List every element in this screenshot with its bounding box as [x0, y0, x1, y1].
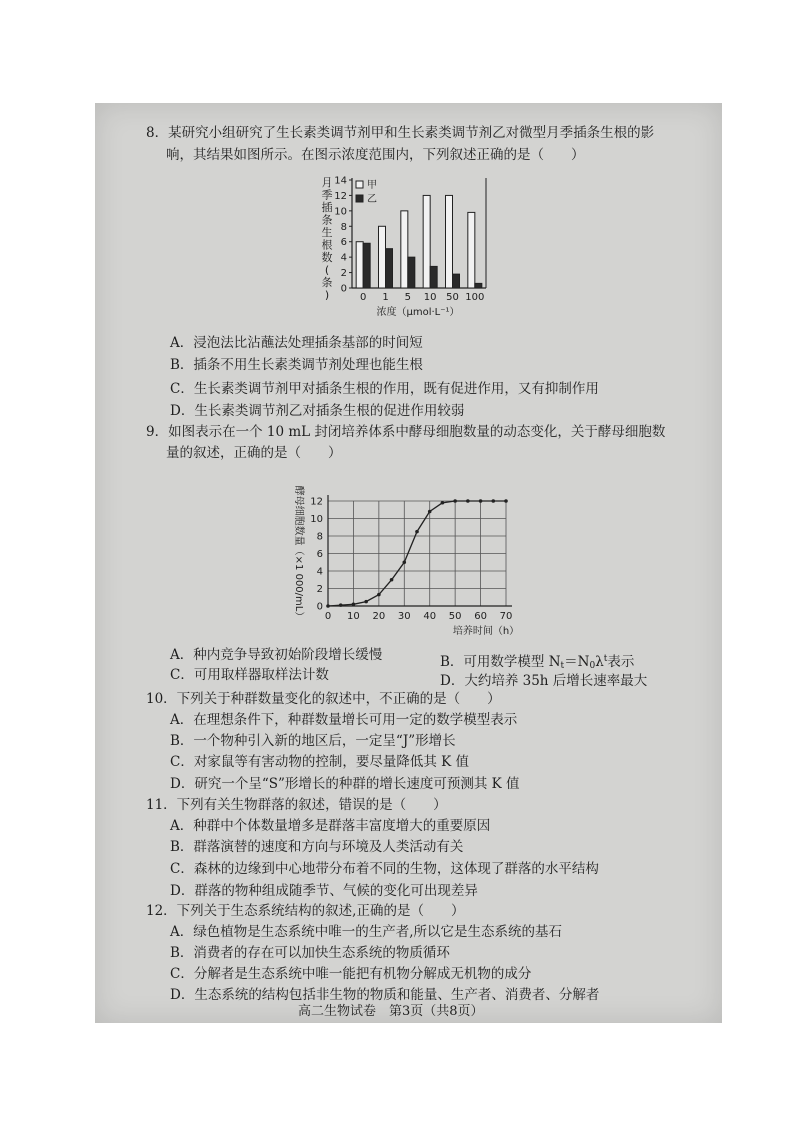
q10-option-b: B．一个物种引入新的地区后，一定呈“J”形增长	[170, 733, 456, 749]
q11-option-a: A．种群中个体数量增多是群落丰富度增大的重要原因	[170, 818, 491, 834]
bar-y-axis-label-char: 数	[321, 251, 333, 264]
q8-option-b: B．插条不用生长素类调节剂处理也能生根	[170, 357, 423, 373]
bar-y-axis-label-char: 根	[321, 238, 333, 252]
bar-x-tick-label: 1	[382, 292, 389, 303]
q9-option-b-text: B．可用数学模型 N	[440, 654, 561, 670]
q9-stem-line1: 9．如图表示在一个 10 mL 封闭培养体系中酵母细胞数量的动态变化，关于酵母细胞数	[146, 424, 666, 440]
bar-x-axis-label: 浓度（μmol·L⁻¹）	[376, 307, 460, 318]
q8-option-c: C．生长素类调节剂甲对插条生根的作用，既有促进作用，又有抑制作用	[170, 381, 599, 397]
bar-y-axis-label-char: (	[324, 263, 330, 277]
q12-stem: 12．下列关于生态系统结构的叙述,正确的是（ ）	[146, 903, 465, 919]
yeast-data-point	[339, 603, 343, 607]
bar-yi	[363, 243, 370, 288]
yeast-data-point	[326, 604, 330, 608]
bar-y-axis-label-char: 生	[321, 226, 333, 239]
legend-swatch	[356, 195, 363, 202]
bar-y-axis-label-char: )	[324, 288, 330, 302]
q12-option-d: D．生态系统的结构包括非生物的物质和能量、生产者、消费者、分解者	[170, 987, 600, 1003]
line-x-tick-label: 20	[372, 611, 386, 622]
yeast-data-point	[453, 499, 457, 503]
bar-y-tick-label: 14	[334, 175, 347, 187]
yeast-data-point	[491, 499, 495, 503]
yeast-data-point	[466, 499, 470, 503]
yeast-data-point	[352, 602, 356, 606]
q11-option-d: D．群落的物种组成随季节、气候的变化可出现差异	[170, 883, 478, 899]
yeast-data-point	[402, 560, 406, 564]
rooting-bar-chart	[318, 174, 508, 330]
bar-yi	[386, 249, 393, 288]
bar-jia	[423, 195, 430, 288]
line-y-tick-label: 6	[316, 549, 323, 560]
bar-jia	[446, 195, 453, 288]
bar-jia	[401, 211, 408, 288]
line-y-tick-label: 0	[316, 601, 323, 613]
yeast-data-point	[479, 499, 483, 503]
line-x-tick-label: 60	[474, 611, 487, 622]
line-x-tick-label: 10	[347, 611, 360, 622]
bar-y-axis-label-char: 条	[321, 276, 333, 289]
bar-x-tick-label: 5	[404, 292, 412, 303]
q9-option-a: A．种内竞争导致初始阶段增长缓慢	[170, 647, 383, 663]
bar-y-axis-label-char: 月	[321, 176, 333, 189]
bar-y-tick-label: 0	[340, 283, 347, 295]
line-y-tick-label: 8	[316, 531, 323, 543]
bar-y-tick-label: 4	[340, 252, 347, 264]
line-x-tick-label: 40	[423, 611, 437, 622]
q11-stem: 11．下列有关生物群落的叙述，错误的是（ ）	[146, 797, 447, 813]
q9-stem-line2: 量的叙述，正确的是（ ）	[166, 445, 342, 461]
bar-jia	[356, 242, 363, 288]
bar-yi	[430, 266, 437, 288]
line-y-tick-label: 4	[316, 566, 323, 578]
bar-yi	[475, 283, 482, 288]
page-footer: 高二生物试卷 第3页（共8页）	[298, 1004, 484, 1019]
bar-y-axis-label-char: 插	[321, 201, 333, 214]
q11-option-b: B．群落演替的速度和方向与环境及人类活动有关	[170, 839, 464, 855]
yeast-data-point	[364, 600, 368, 604]
yeast-data-point	[377, 593, 381, 597]
q9-option-b-suffix: 表示	[607, 654, 635, 670]
bar-y-axis-label-char: 条	[321, 213, 333, 227]
bar-y-axis-label-char: 季	[321, 188, 333, 202]
q8-stem-line2: 响，其结果如图所示。在图示浓度范围内，下列叙述正确的是（ ）	[166, 147, 585, 163]
q8-option-a: A．浸泡法比沾蘸法处理插条基部的时间短	[170, 335, 423, 351]
bar-jia	[468, 212, 475, 288]
q11-option-c: C．森林的边缘到中心地带分布着不同的生物，这体现了群落的水平结构	[170, 861, 599, 877]
line-y-tick-label: 10	[310, 514, 323, 525]
line-y-axis-label: 酵母细胞数量（×1 000/mL）	[293, 485, 304, 622]
bar-y-tick-label: 12	[334, 190, 347, 202]
yeast-data-point	[390, 578, 394, 582]
q9-option-b-sub-0: 0	[589, 661, 596, 671]
bar-jia	[379, 226, 386, 288]
line-x-tick-label: 70	[499, 611, 513, 622]
q10-option-c: C．对家鼠等有害动物的控制，要尽量降低其 K 值	[170, 754, 469, 770]
legend-label: 乙	[367, 194, 377, 205]
line-x-tick-label: 50	[448, 611, 462, 622]
q9-option-b-eq: ＝N	[564, 654, 590, 670]
q12-option-b: B．消费者的存在可以加快生态系统的物质循环	[170, 945, 450, 961]
line-x-tick-label: 30	[397, 611, 411, 622]
q9-option-d: D．大约培养 35h 后增长速率最大	[440, 673, 648, 689]
q9-option-c: C．可用取样器取样法计数	[170, 667, 329, 683]
yeast-data-point	[504, 499, 508, 503]
bar-x-tick-label: 0	[359, 292, 367, 303]
bar-y-tick-label: 8	[340, 221, 347, 233]
yeast-data-point	[441, 501, 445, 505]
yeast-data-point	[415, 530, 419, 534]
line-y-tick-label: 2	[316, 584, 323, 595]
q10-option-d: D．研究一个呈“S”形增长的种群的增长速度可预测其 K 值	[170, 776, 520, 792]
yeast-growth-line-chart	[282, 476, 522, 642]
bar-yi	[408, 257, 415, 288]
line-y-tick-label: 12	[310, 496, 323, 508]
bar-x-tick-label: 100	[465, 292, 485, 303]
line-x-tick-label: 0	[324, 611, 332, 622]
q8-stem-line1: 8．某研究小组研究了生长素类调节剂甲和生长素类调节剂乙对微型月季插条生根的影	[146, 125, 655, 141]
q9-option-b-lambda: λ	[595, 654, 604, 670]
q10-option-a: A．在理想条件下，种群数量增长可用一定的数学模型表示	[170, 712, 518, 728]
line-x-axis-label: 培养时间（h）	[452, 626, 520, 637]
q10-stem: 10．下列关于种群数量变化的叙述中，不正确的是（ ）	[146, 691, 501, 707]
bar-x-tick-label: 50	[446, 292, 459, 303]
bar-yi	[453, 274, 460, 288]
yeast-data-point	[428, 510, 432, 514]
bar-x-tick-label: 10	[423, 292, 437, 303]
bar-y-tick-label: 10	[334, 206, 347, 218]
bar-y-tick-label: 6	[340, 237, 347, 249]
q12-option-c: C．分解者是生态系统中唯一能把有机物分解成无机物的成分	[170, 966, 532, 982]
legend-label: 甲	[367, 180, 377, 191]
q9-option-b-sup-t: t	[603, 654, 608, 664]
q12-option-a: A．绿色植物是生态系统中唯一的生产者,所以它是生态系统的基石	[170, 924, 563, 940]
q8-option-d: D．生长素类调节剂乙对插条生根的促进作用较弱	[170, 403, 465, 419]
legend-swatch	[356, 181, 363, 188]
q9-option-b-sub-t: t	[560, 661, 565, 671]
bar-y-tick-label: 2	[340, 268, 347, 280]
